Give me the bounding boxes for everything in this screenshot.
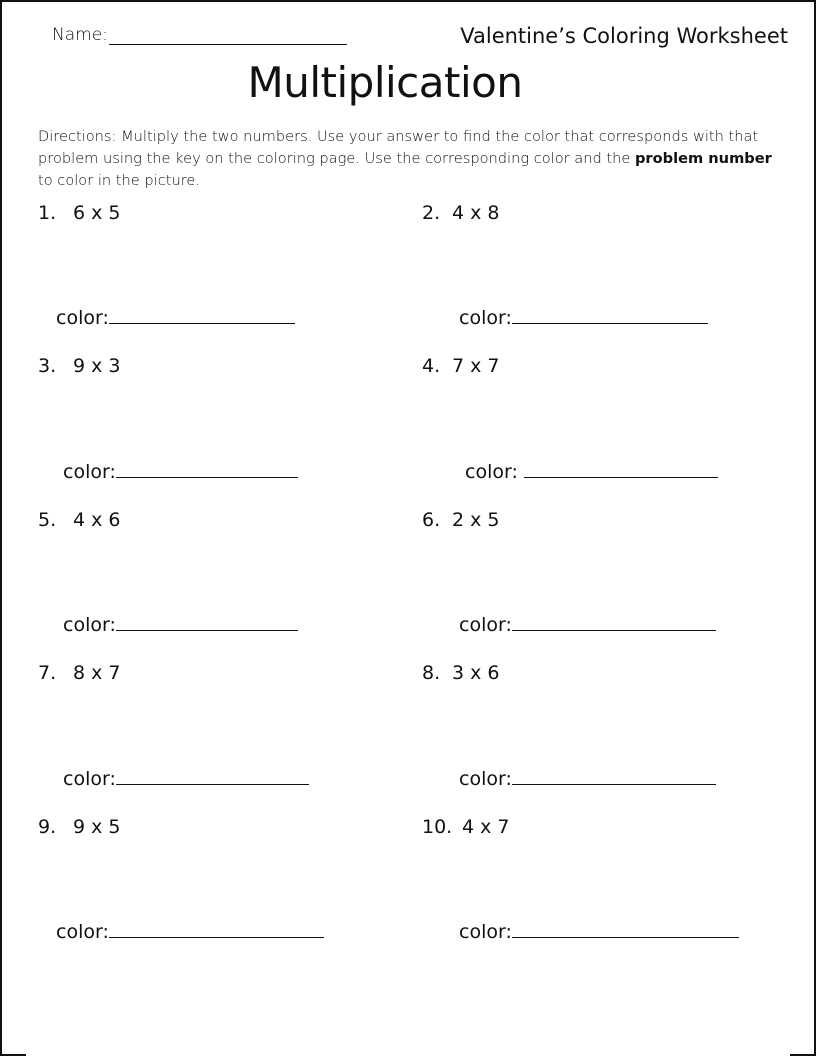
worksheet-title: Valentine’s Coloring Worksheet: [460, 24, 788, 48]
problem-6: [422, 509, 500, 531]
name-label: Name:: [52, 25, 108, 45]
problem-7: [38, 662, 121, 684]
directions-part-1: Directions: Multiply the two numbers. Use your answer to find the color that corresponds with that problem using the key on the coloring page. Use the corresponding color and the: [38, 128, 759, 167]
problem-10: [422, 816, 510, 838]
problem-4: [422, 355, 500, 377]
color-answer-4: [465, 459, 718, 483]
color-answer-3: [63, 459, 298, 483]
color-label: color:: [459, 921, 512, 943]
color-answer-6: [459, 612, 716, 636]
problem-number: 7.: [38, 662, 57, 684]
color-label: color:: [56, 921, 109, 943]
color-blank[interactable]: [512, 612, 716, 631]
directions-bold: problem number: [634, 150, 772, 167]
problem-expression: 4 x 8: [452, 202, 500, 224]
problem-expression: 6 x 5: [73, 202, 121, 224]
color-blank[interactable]: [512, 305, 708, 324]
name-field: [52, 24, 347, 45]
problem-number: 2.: [422, 202, 441, 224]
problem-expression: 8 x 7: [73, 662, 121, 684]
color-blank[interactable]: [524, 459, 718, 478]
color-label: color:: [459, 307, 512, 329]
problem-expression: 2 x 5: [452, 509, 500, 531]
problem-expression: 4 x 7: [462, 816, 510, 838]
directions-text: [38, 126, 783, 192]
color-blank[interactable]: [512, 919, 739, 938]
problem-number: 1.: [38, 202, 57, 224]
problem-expression: 7 x 7: [452, 355, 500, 377]
page-title: Multiplication: [247, 58, 523, 107]
color-answer-1: [56, 305, 295, 329]
color-blank[interactable]: [512, 766, 716, 785]
problem-number: 3.: [38, 355, 57, 377]
color-blank[interactable]: [109, 919, 324, 938]
problem-expression: 9 x 3: [73, 355, 121, 377]
problem-5: [38, 509, 121, 531]
color-label: color:: [63, 461, 116, 483]
problem-3: [38, 355, 121, 377]
problem-1: [38, 202, 121, 224]
color-label: color:: [63, 768, 116, 790]
color-answer-5: [63, 612, 298, 636]
problem-9: [38, 816, 121, 838]
color-answer-8: [459, 766, 716, 790]
color-label: color:: [459, 614, 512, 636]
problem-number: 10.: [422, 816, 453, 838]
color-answer-9: [56, 919, 324, 943]
name-blank[interactable]: [109, 24, 347, 45]
problem-number: 8.: [422, 662, 441, 684]
color-label: color:: [459, 768, 512, 790]
directions-part-2: to color in the picture.: [38, 172, 201, 189]
color-blank[interactable]: [116, 459, 298, 478]
color-blank[interactable]: [116, 612, 298, 631]
color-label: color:: [465, 461, 518, 483]
color-label: color:: [63, 614, 116, 636]
color-answer-7: [63, 766, 309, 790]
problem-number: 4.: [422, 355, 441, 377]
problem-number: 5.: [38, 509, 57, 531]
problem-expression: 3 x 6: [452, 662, 500, 684]
problem-expression: 4 x 6: [73, 509, 121, 531]
color-blank[interactable]: [109, 305, 295, 324]
problem-8: [422, 662, 500, 684]
color-blank[interactable]: [116, 766, 309, 785]
problem-number: 6.: [422, 509, 441, 531]
problem-expression: 9 x 5: [73, 816, 121, 838]
color-answer-10: [459, 919, 739, 943]
problem-2: [422, 202, 500, 224]
color-answer-2: [459, 305, 708, 329]
color-label: color:: [56, 307, 109, 329]
problem-number: 9.: [38, 816, 57, 838]
